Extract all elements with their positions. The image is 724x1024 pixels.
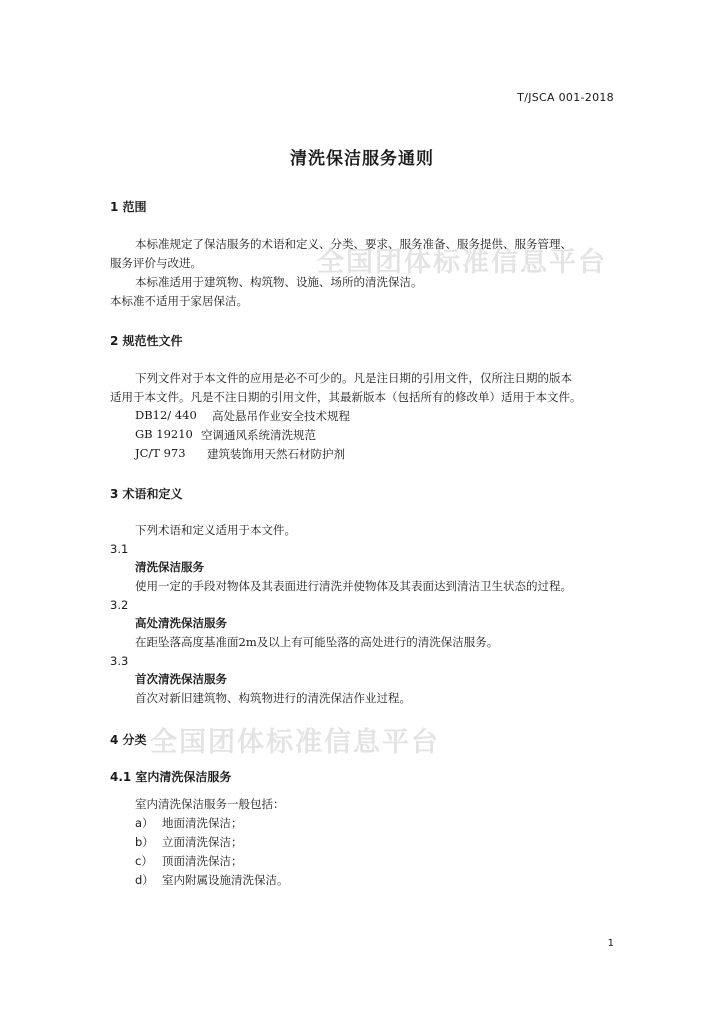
sec4-intro: 室内清洗保洁服务一般包括： [135,797,285,811]
document-title: 清洗保洁服务通则 [290,149,434,169]
term-number: 3.3 [110,654,129,668]
reference-code: DB12/ 440 [135,408,197,422]
reference-code: JC/T 973 [135,446,186,460]
term-definition: 首次对新旧建筑物、构筑物进行的清洗保洁作业过程。 [135,691,411,705]
list-item: 顶面清洗保洁； [162,854,243,868]
list-marker: a） [135,816,154,830]
list-marker: d） [135,873,154,887]
term-definition: 使用一定的手段对物体及其表面进行清洗并使物体及其表面达到清洁卫生状态的过程。 [135,579,572,593]
term-name: 清洗保洁服务 [135,560,204,574]
term-name: 首次清洗保洁服务 [135,672,227,686]
sec1-paragraph-3: 本标准不适用于家居保洁。 [110,294,248,308]
section-1-heading: 1 范围 [110,200,147,214]
term-definition: 在距坠落高度基准面2m及以上有可能坠落的高处进行的清洗保洁服务。 [135,635,499,649]
term-name: 高处清洗保洁服务 [135,616,227,630]
sec3-intro: 下列术语和定义适用于本文件。 [135,523,296,537]
sec1-paragraph-2: 本标准适用于建筑物、构筑物、设施、场所的清洗保洁。 [135,275,423,289]
list-item: 室内附属设施清洗保洁。 [162,873,289,887]
sec1-paragraph-1b: 服务评价与改进。 [110,256,202,270]
reference-code: GB 19210 [135,427,193,441]
list-marker: c） [135,854,153,868]
section-2-heading: 2 规范性文件 [110,334,183,348]
standard-code: T/JSCA 001-2018 [517,91,614,104]
section-4-1-heading: 4.1 室内清洗保洁服务 [110,770,232,784]
reference-name: 高处悬吊作业安全技术规程 [212,409,350,423]
page-number: 1 [607,938,614,949]
sec1-paragraph-1a: 本标准规定了保洁服务的术语和定义、分类、要求、服务准备、服务提供、服务管理、 [135,237,572,251]
watermark-text: 全国团体标准信息平台 [150,727,440,758]
reference-name: 空调通风系统清洗规范 [201,428,316,442]
section-3-heading: 3 术语和定义 [110,487,183,501]
term-number: 3.2 [110,598,129,612]
reference-name: 建筑装饰用天然石材防护剂 [207,447,345,461]
list-marker: b） [135,835,154,849]
list-item: 地面清洗保洁； [162,816,243,830]
sec2-paragraph-1b: 适用于本文件。凡是不注日期的引用文件，其最新版本（包括所有的修改单）适用于本文件。 [110,390,582,404]
list-item: 立面清洗保洁； [162,835,243,849]
watermark-text: 全国团体标准信息平台 [317,247,607,278]
sec2-paragraph-1a: 下列文件对于本文件的应用是必不可少的。凡是注日期的引用文件，仅所注日期的版本 [135,371,572,385]
section-4-heading: 4 分类 [110,733,147,747]
term-number: 3.1 [110,542,129,556]
